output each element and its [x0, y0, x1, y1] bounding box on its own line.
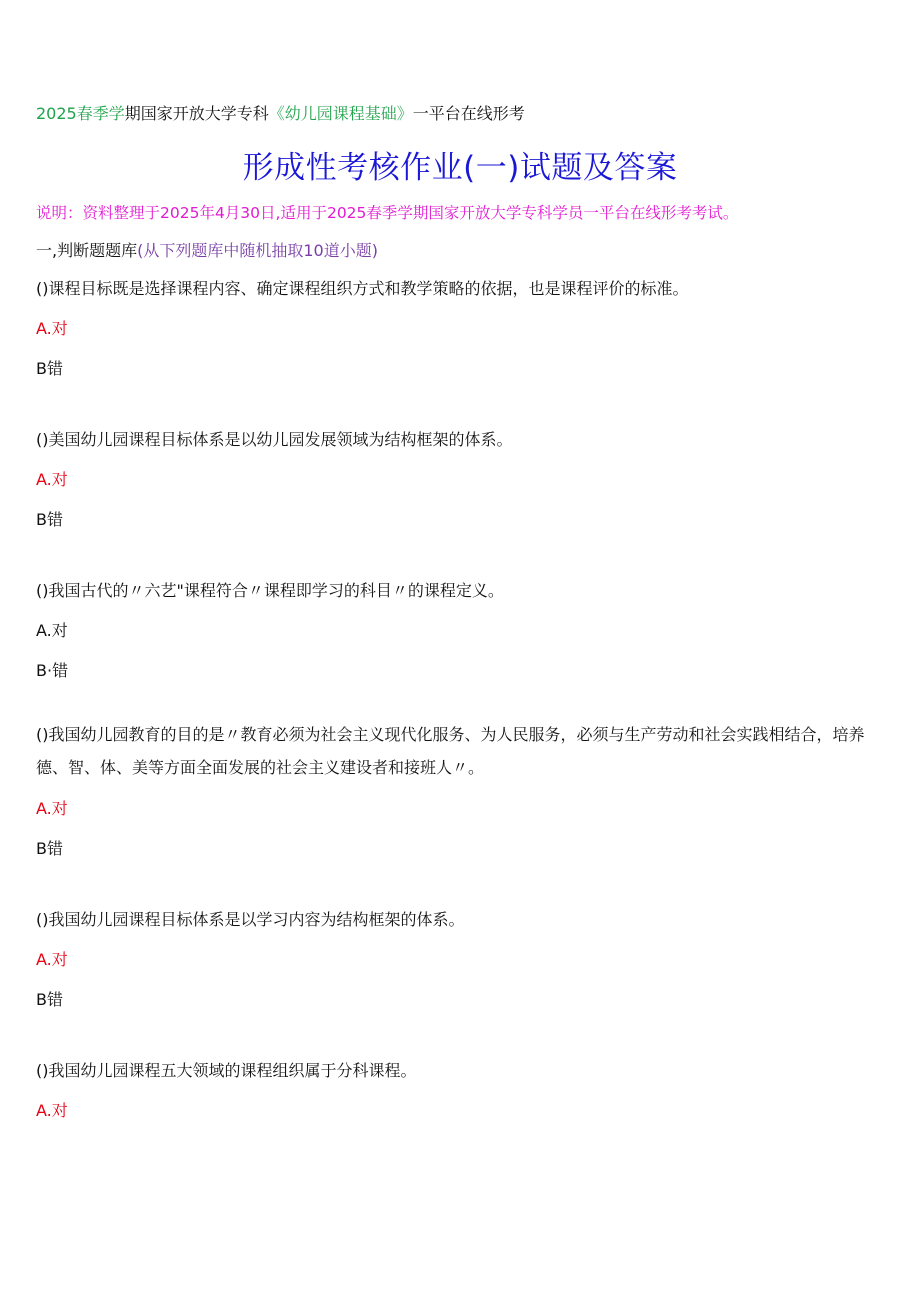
- header-term: 2025春季学: [36, 104, 125, 123]
- question-1-option-b: B错: [36, 359, 63, 378]
- question-5-option-b: B错: [36, 990, 63, 1009]
- question-5-option-a: A.对: [36, 950, 68, 969]
- header-course-name: 《幼儿园课程基础》: [268, 104, 413, 123]
- question-2-text: ()美国幼儿园课程目标体系是以幼儿园发展领域为结构框架的体系。: [36, 430, 513, 449]
- header-university: 期国家开放大学专科: [124, 104, 269, 123]
- question-4-text: ()我国幼儿园教育的目的是〃教育必须为社会主义现代化服务、为人民服务，必须与生产劳动和社会实践相结合，培养德、智、体、美等方面全面发展的社会主义建设者和接班人〃。: [36, 725, 865, 777]
- question-2-option-a: A.对: [36, 470, 68, 489]
- section-label: 一,判断题题库: [36, 241, 138, 260]
- question-5-text: ()我国幼儿园课程目标体系是以学习内容为结构框架的体系。: [36, 910, 465, 929]
- question-6-option-a: A.对: [36, 1101, 68, 1120]
- question-1-text: ()课程目标既是选择课程内容、确定课程组织方式和教学策略的依据，也是课程评价的标准。: [36, 279, 689, 298]
- question-2-option-b: B错: [36, 510, 63, 529]
- section-subtitle: (从下列题库中随机抽取10道小题): [137, 241, 378, 260]
- question-4-option-a: A.对: [36, 799, 68, 818]
- question-3-option-a: A.对: [36, 621, 68, 640]
- page-title: 形成性考核作业(一)试题及答案: [242, 150, 678, 186]
- question-4-option-b: B错: [36, 839, 63, 858]
- question-3-text: ()我国古代的〃六艺"课程符合〃课程即学习的科目〃的课程定义。: [36, 581, 504, 600]
- header-platform: 一平台在线形考: [412, 104, 525, 123]
- question-6-text: ()我国幼儿园课程五大领域的课程组织属于分科课程。: [36, 1061, 417, 1080]
- section-heading: [36, 238, 378, 261]
- question-1-option-a: A.对: [36, 319, 68, 338]
- course-header: [36, 101, 525, 124]
- note-text: 说明：资料整理于2025年4月30日,适用于2025春季学期国家开放大学专科学员一平台在线形考考试。: [36, 204, 739, 222]
- question-3-option-b: B·错: [36, 661, 69, 680]
